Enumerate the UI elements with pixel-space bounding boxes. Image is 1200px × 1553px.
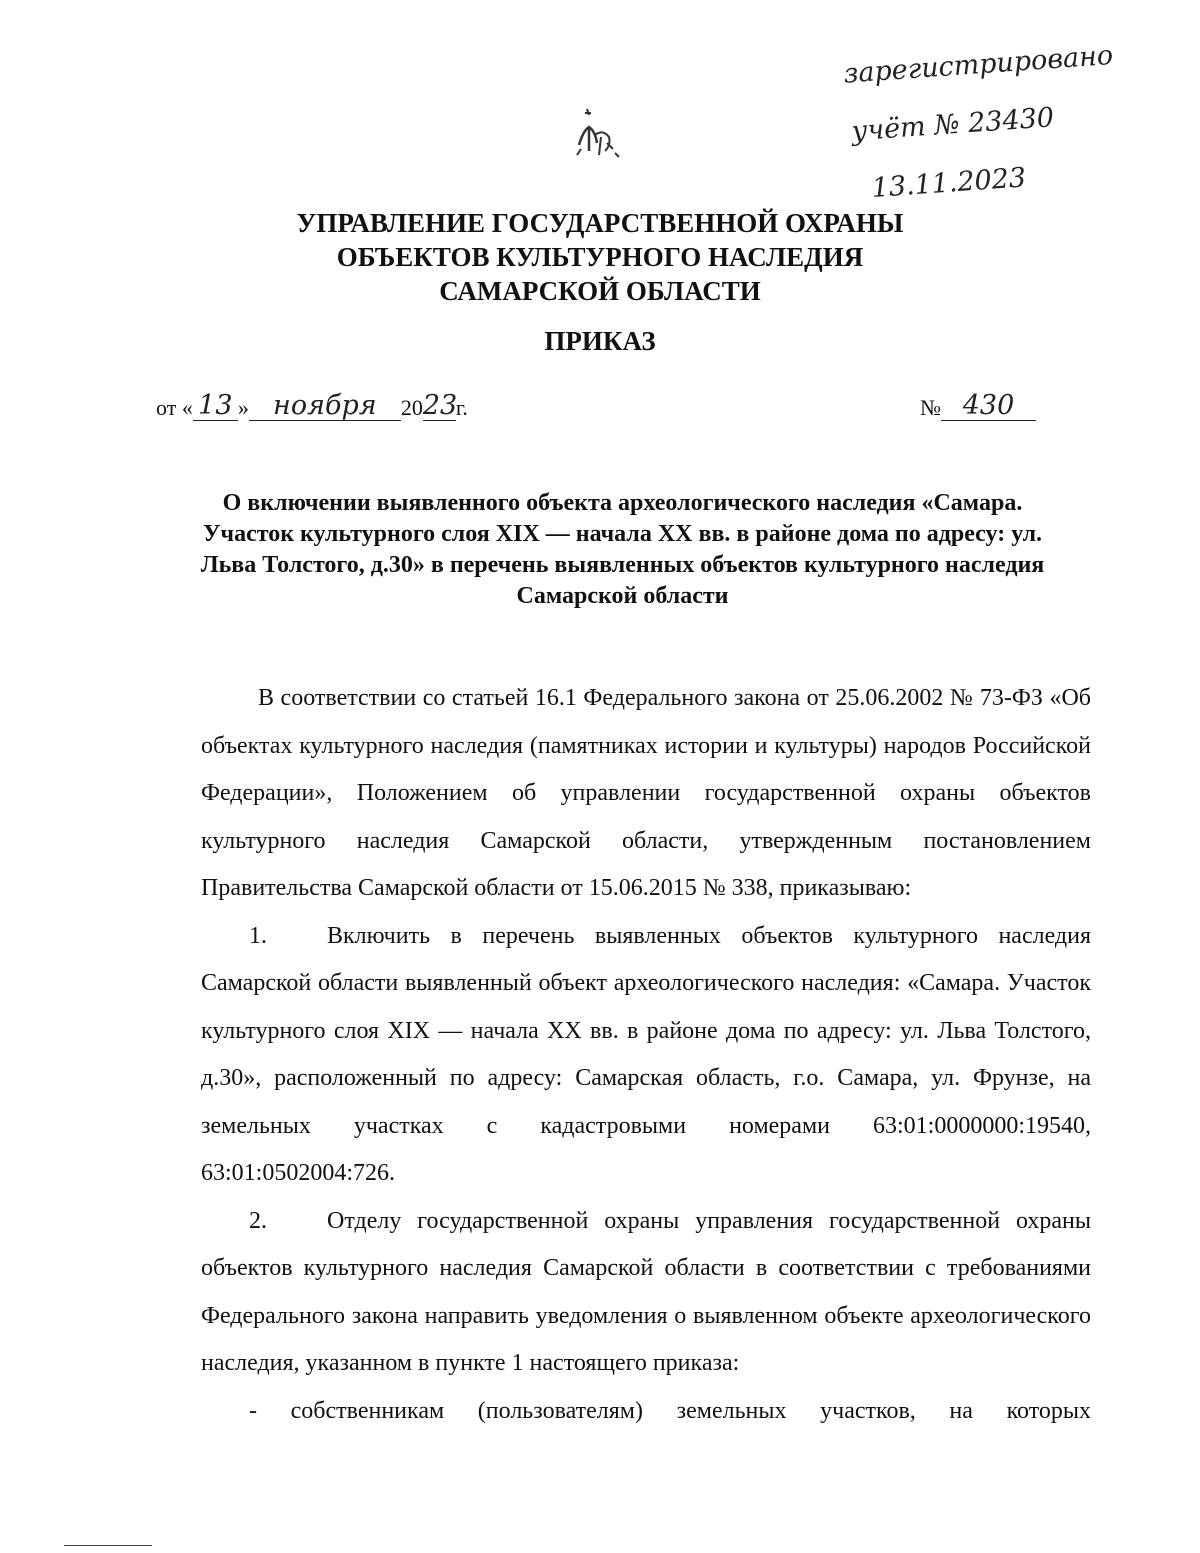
order-body: [201, 675, 1091, 1435]
item-1-paragraph: [201, 913, 1091, 1198]
item-2-paragraph: [201, 1198, 1091, 1388]
item-2-text: Отделу государственной охраны управления государственной охраны объектов культурного наследия Самарской области в соответствии с требованиями Федерального закона направить уведомления о выявленном объекте археологического наследия, указанном в пункте 1 настоящего приказа:: [201, 1207, 1091, 1376]
emblem-icon: [565, 105, 625, 167]
date-prefix: от «: [156, 395, 193, 420]
order-subject: О включении выявленного объекта археологического наследия «Самара. Участок культурного слоя XIX — начала XX вв. в районе дома по адресу: ул. Льва Толстого, д.30» в перечень выявленных объектов культурного наследия Самарской области: [200, 490, 1045, 609]
date-suffix: г.: [455, 395, 468, 420]
issuing-authority: [0, 206, 1200, 308]
document-type-title: ПРИКАЗ: [544, 326, 656, 356]
handwritten-line-3: 13.11.2023: [870, 162, 1028, 205]
date-month: ноября: [249, 392, 401, 421]
dash-list-item: - собственникам (пользователям) земельных участков, на которых: [249, 1397, 1091, 1424]
footer-divider: [64, 1545, 152, 1546]
item-1-marker: 1.: [249, 922, 267, 949]
order-number: [920, 392, 1036, 421]
authority-line-1: УПРАВЛЕНИЕ ГОСУДАРСТВЕННОЙ ОХРАНЫ: [296, 208, 904, 238]
item-2-marker: 2.: [249, 1207, 267, 1234]
number-label: №: [920, 395, 941, 420]
date-day: 13: [193, 392, 238, 421]
date-year-prefix: 20: [400, 395, 423, 420]
preamble-paragraph: В соответствии со статьей 16.1 Федерального закона от 25.06.2002 № 73-ФЗ «Об объектах культурного наследия (памятниках истории и культуры) народов Российской Федерации», Положением об управлении государственной охраны объектов культурного наследия Самарской области, утвержденным постановлением Правительства Самарской области от 15.06.2015 № 338, приказываю:: [201, 685, 1091, 901]
authority-line-2: ОБЪЕКТОВ КУЛЬТУРНОГО НАСЛЕДИЯ: [336, 242, 864, 272]
order-date: [156, 392, 468, 421]
handwritten-line-1: зарегистрировано: [842, 39, 1115, 90]
authority-line-3: САМАРСКОЙ ОБЛАСТИ: [439, 276, 761, 306]
date-mid: »: [237, 395, 249, 420]
handwritten-registration-note: [841, 12, 1124, 233]
number-value: 430: [941, 392, 1036, 421]
item-1-text: Включить в перечень выявленных объектов культурного наследия Самарской области выявленный объект археологического наследия: «Самара. Участок культурного слоя XIX — начала XX вв. в районе дома по адресу: ул. Льва Толстого, д.30», расположенный по адресу: Самарская область, г.о. Самара, ул. Фрунзе, на земельных участках с кадастровыми номерами 63:01:0000000:19540, 63:01:0502004:726.: [201, 922, 1091, 1186]
date-year-suffix: 23: [422, 390, 458, 421]
handwritten-line-2: учёт № 23430: [850, 102, 1056, 148]
